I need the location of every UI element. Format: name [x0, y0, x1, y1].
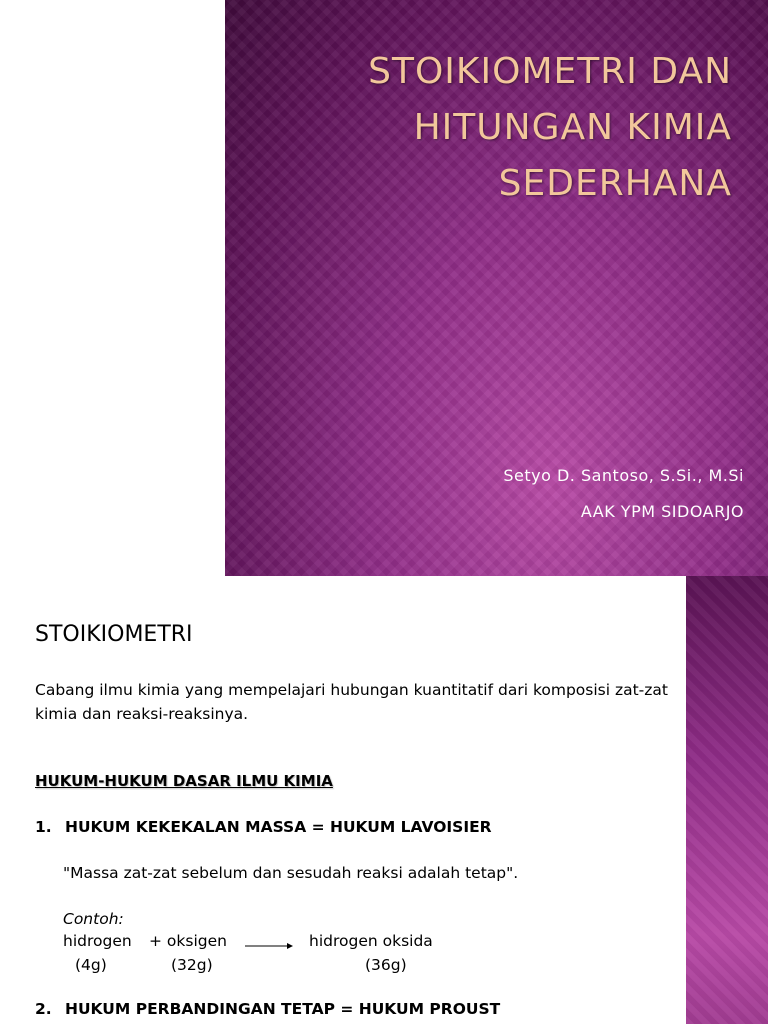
law-1-statement: "Massa zat-zat sebelum dan sesudah reaksi adalah tetap". — [63, 864, 519, 882]
mass-hydrogen: (4g) — [75, 956, 107, 974]
definition-text: Cabang ilmu kimia yang mempelajari hubungan kuantitatif dari komposisi zat-zat kimia dan reaksi-reaksinya. — [35, 681, 668, 723]
law-title-text: HUKUM PERBANDINGAN TETAP = HUKUM PROUST — [65, 1000, 501, 1018]
reaction-equation — [63, 932, 563, 956]
law-1-title — [35, 818, 492, 836]
section-heading: STOIKIOMETRI — [35, 622, 193, 647]
mass-product: (36g) — [365, 956, 407, 974]
reactant-oxygen: + oksigen — [149, 932, 227, 950]
product-hydrogen-oxide: hidrogen oksida — [309, 932, 433, 950]
law-number: 2. — [35, 1000, 52, 1018]
laws-heading: HUKUM-HUKUM DASAR ILMU KIMIA — [35, 772, 333, 790]
title-slide — [225, 0, 768, 576]
reactant-hydrogen: hidrogen — [63, 932, 132, 950]
law-2-title — [35, 1000, 500, 1018]
mass-oxygen: (32g) — [171, 956, 213, 974]
reaction-masses — [63, 956, 563, 980]
law-title-text: HUKUM KEKEKALAN MASSA = HUKUM LAVOISIER — [65, 818, 492, 836]
author-block — [324, 458, 744, 530]
decorative-side-strip — [686, 576, 768, 1024]
author-name: Setyo D. Santoso, S.Si., M.Si — [503, 466, 744, 485]
title-line: SEDERHANA — [498, 163, 732, 204]
law-number: 1. — [35, 818, 52, 836]
reaction-arrow-icon — [245, 942, 293, 950]
title-line: STOIKIOMETRI DAN — [368, 51, 732, 92]
example-label: Contoh: — [63, 910, 124, 928]
slide-title — [252, 44, 732, 212]
institution-name: AAK YPM SIDOARJO — [580, 502, 744, 521]
title-line: HITUNGAN KIMIA — [413, 107, 732, 148]
